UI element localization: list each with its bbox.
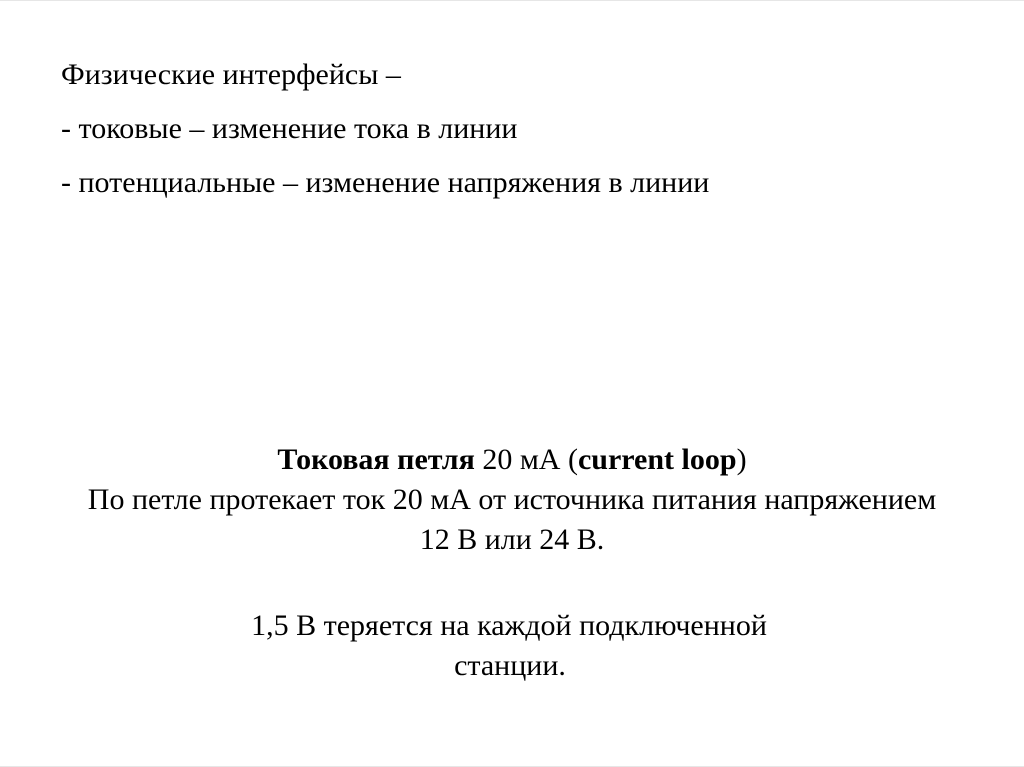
note-line-2: станции. — [454, 649, 566, 682]
current-loop-description — [0, 440, 1024, 560]
list-heading: Физические интерфейсы – — [61, 58, 401, 91]
note-line-1: 1,5 В теряется на каждой подключенной — [251, 609, 767, 642]
top-border — [0, 0, 1024, 1]
title-value: 20 мА ( — [474, 443, 578, 476]
list-item-potential: - потенциальные – изменение напряжения в линии — [61, 166, 710, 199]
current-loop-line-3: 12 В или 24 В. — [419, 523, 605, 556]
current-loop-title — [0, 440, 1024, 480]
title-english-term: current loop — [577, 443, 737, 476]
title-close-paren: ) — [736, 443, 747, 476]
voltage-drop-note — [0, 606, 1024, 686]
current-loop-line-2: По петле протекает ток 20 мА от источника питания напряжением — [87, 483, 937, 516]
list-item-current: - токовые – изменение тока в линии — [61, 112, 518, 145]
title-bold-term: Токовая петля — [277, 443, 475, 476]
interfaces-list — [61, 58, 709, 200]
